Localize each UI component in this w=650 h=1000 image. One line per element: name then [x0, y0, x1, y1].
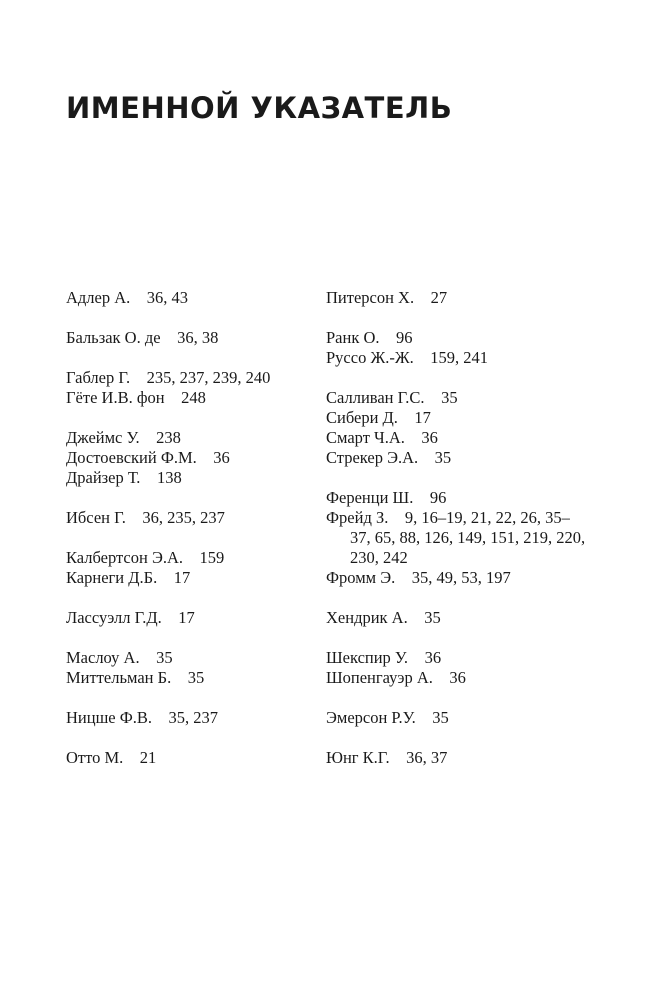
- index-entry: [66, 508, 306, 528]
- index-letter-group: [66, 748, 306, 768]
- index-entry: [326, 648, 586, 668]
- index-entry: [326, 388, 586, 408]
- index-entry: [326, 668, 586, 688]
- index-entry-pages: 21: [139, 748, 157, 767]
- index-entry: [66, 328, 306, 348]
- index-entry: [326, 448, 586, 468]
- index-entry-name: Маслоу А.: [66, 648, 140, 667]
- index-entry-pages: 35: [441, 388, 458, 407]
- index-letter-group: [326, 488, 590, 588]
- index-entry-name: Шопенгауэр А.: [326, 668, 433, 687]
- index-entry-pages: 17: [178, 608, 195, 627]
- index-entry-name: Фрейд З.: [326, 508, 389, 527]
- index-entry-pages: 36: [449, 668, 466, 687]
- index-column-right: [326, 288, 590, 788]
- index-entry-name: Хендрик А.: [326, 608, 408, 627]
- index-entry-pages: 35: [187, 668, 205, 687]
- index-column-left: [66, 288, 306, 788]
- index-entry-pages: 35, 49, 53, 197: [411, 568, 511, 587]
- index-entry: [66, 448, 306, 468]
- index-letter-group: [326, 388, 586, 468]
- index-letter-group: [66, 708, 306, 728]
- index-entry-name: Эмерсон Р.У.: [326, 708, 416, 727]
- index-entry-name: Шекспир У.: [326, 648, 409, 667]
- index-entry: [66, 388, 306, 408]
- index-entry-name: Адлер А.: [66, 288, 131, 307]
- index-entry: [66, 468, 306, 488]
- index-entry: [66, 708, 306, 728]
- index-entry-name: Драйзер Т.: [66, 468, 141, 487]
- index-entry: [326, 708, 586, 728]
- index-entry-name: Достоевский Ф.М.: [66, 448, 197, 467]
- index-entry: [66, 428, 306, 448]
- index-letter-group: [66, 428, 306, 488]
- index-letter-group: [66, 328, 306, 348]
- index-entry-name: Калбертсон Э.А.: [66, 548, 184, 567]
- index-letter-group: [326, 708, 586, 728]
- index-entry-pages: 9, 16–19, 21, 22, 26, 35–37, 65, 88, 126, 149, 151, 219, 220, 230, 242: [350, 508, 590, 567]
- index-entry: [326, 508, 590, 568]
- index-entry-name: Фромм Э.: [326, 568, 396, 587]
- index-entry: [66, 368, 306, 388]
- index-entry-pages: 36, 43: [146, 288, 189, 307]
- index-entry-name: Сибери Д.: [326, 408, 398, 427]
- index-entry-name: Салливан Г.С.: [326, 388, 425, 407]
- index-entry: [326, 408, 586, 428]
- index-entry: [326, 568, 586, 588]
- index-entry-name: Смарт Ч.А.: [326, 428, 405, 447]
- index-letter-group: [326, 748, 586, 768]
- index-letter-group: [326, 288, 586, 308]
- index-entry-pages: 96: [396, 328, 413, 347]
- index-entry-name: Ницше Ф.В.: [66, 708, 153, 727]
- index-entry-name: Питерсон Х.: [326, 288, 415, 307]
- index-letter-group: [66, 548, 306, 588]
- index-entry-name: Бальзак О. де: [66, 328, 161, 347]
- index-entry: [326, 428, 586, 448]
- index-entry-name: Габлер Г.: [66, 368, 131, 387]
- index-entry-pages: 27: [430, 288, 448, 307]
- index-entry: [326, 608, 586, 628]
- index-entry-pages: 96: [429, 488, 447, 507]
- index-entry-name: Карнеги Д.Б.: [66, 568, 158, 587]
- index-entry-name: Миттельман Б.: [66, 668, 172, 687]
- index-entry-name: Руссо Ж.-Ж.: [326, 348, 414, 367]
- index-entry-pages: 35, 237: [168, 708, 219, 727]
- index-entry-name: Джеймс У.: [66, 428, 140, 447]
- index-entry-pages: 159: [199, 548, 225, 567]
- index-entry-name: Отто М.: [66, 748, 124, 767]
- index-letter-group: [326, 648, 586, 688]
- index-entry-name: Стрекер Э.А.: [326, 448, 419, 467]
- index-entry-pages: 238: [156, 428, 181, 447]
- index-entry-pages: 159, 241: [430, 348, 489, 367]
- index-entry: [326, 348, 586, 368]
- index-entry-name: Ибсен Г.: [66, 508, 126, 527]
- index-entry-pages: 17: [173, 568, 191, 587]
- index-entry: [66, 648, 306, 668]
- index-entry-name: Ранк О.: [326, 328, 380, 347]
- index-letter-group: [66, 648, 306, 688]
- index-entry-pages: 35: [432, 708, 449, 727]
- index-entry-pages: 17: [414, 408, 431, 427]
- index-entry-pages: 36: [424, 648, 442, 667]
- index-letter-group: [66, 368, 306, 408]
- index-entry-name: Лассуэлл Г.Д.: [66, 608, 162, 627]
- index-entry-pages: 138: [156, 468, 182, 487]
- index-entry: [326, 748, 586, 768]
- index-entry: [66, 288, 306, 308]
- index-letter-group: [326, 608, 586, 628]
- index-entry-pages: 36, 235, 237: [142, 508, 225, 527]
- index-entry-pages: 235, 237, 239, 240: [146, 368, 271, 387]
- index-entry: [66, 748, 306, 768]
- index-entry-pages: 35: [434, 448, 452, 467]
- index-entry: [66, 608, 306, 628]
- index-entry: [66, 568, 306, 588]
- index-entry-pages: 36, 38: [177, 328, 219, 347]
- index-letter-group: [66, 508, 306, 528]
- index-entry-pages: 35: [424, 608, 441, 627]
- index-entry-pages: 36, 37: [406, 748, 448, 767]
- index-entry: [326, 328, 586, 348]
- page-title: ИМЕННОЙ УКАЗАТЕЛЬ: [66, 91, 453, 125]
- index-entry: [66, 548, 306, 568]
- index-letter-group: [66, 608, 306, 628]
- index-entry: [66, 668, 306, 688]
- index-entry: [326, 288, 586, 308]
- index-entry-pages: 35: [156, 648, 173, 667]
- index-entry-pages: 36: [421, 428, 438, 447]
- index-entry-name: Гёте И.В. фон: [66, 388, 165, 407]
- index-entry-name: Юнг К.Г.: [326, 748, 390, 767]
- index-letter-group: [66, 288, 306, 308]
- index-entry: [326, 488, 586, 508]
- index-entry-pages: 36: [213, 448, 230, 467]
- index-entry-name: Ференци Ш.: [326, 488, 414, 507]
- index-letter-group: [326, 328, 586, 368]
- index-entry-pages: 248: [181, 388, 206, 407]
